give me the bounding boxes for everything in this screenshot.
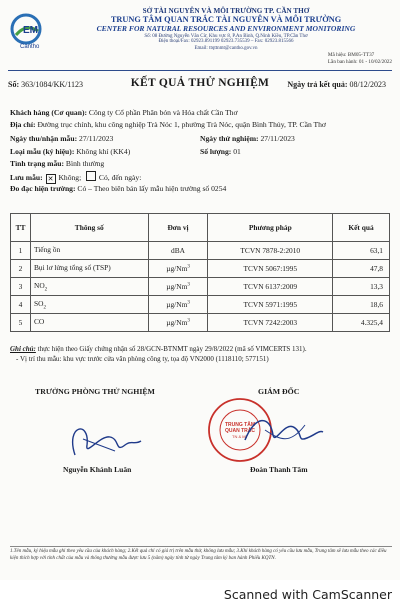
form-code: Mã hiệu: BM05-TT37 Lần ban hành: 01 - 10/02/2022 xyxy=(327,52,392,65)
col-unit: Đơn vị xyxy=(148,214,208,242)
sample-type-line: Loại mẫu (ký hiệu): Không khí (KK4) Số lượng: 01 xyxy=(10,147,241,156)
right-signatory-title: GIÁM ĐỐC xyxy=(258,387,300,396)
table-row: 5 CO µg/Nm$^3$ TCVN 7242:2003 4.325,4 xyxy=(11,314,390,332)
svg-text:EM: EM xyxy=(23,25,38,36)
retention-line: Lưu mẫu: ✕ Không; Có, đến ngày: xyxy=(10,173,142,183)
col-method: Phương pháp xyxy=(208,214,333,242)
note-line-1: Ghi chú: thực hiện theo Giấy chứng nhận số 28/GCN-BTNMT ngày 29/8/2022 (mã số VIMCERTS 131). xyxy=(10,345,307,353)
ministry-name: SỞ TÀI NGUYÊN VÀ MÔI TRƯỜNG TP. CẦN THƠ xyxy=(142,7,310,15)
header-divider xyxy=(8,70,392,71)
center-name-vi: TRUNG TÂM QUAN TRẮC TÀI NGUYÊN VÀ MÔI TRƯỜNG xyxy=(110,15,342,25)
field-measure-line: Đo đạc hiện trường: Có – Theo biên bản lấy mẫu hiện trường số 0254 xyxy=(10,184,227,193)
report-date: Ngày trả kết quả: 08/12/2023 xyxy=(287,80,386,89)
address-line: Địa chỉ: Đường trục chính, khu công nghiệp Trà Nóc 1, phường Trà Nóc, quận Bình Thủy, TP. Cần Thơ xyxy=(10,120,326,129)
svg-text:TN & MT: TN & MT xyxy=(232,434,248,439)
col-result: Kết quả xyxy=(333,214,390,242)
table-header-row xyxy=(11,214,390,242)
left-signatory-name: Nguyễn Khánh Luân xyxy=(63,465,132,474)
col-parameter: Thông số xyxy=(30,214,148,242)
footer-notes: 1.Tên mẫu, ký hiệu mẫu ghi theo yêu cầu của khách hàng; 2.Kết quả chỉ có giá trị trên mẫu thử, không lưu mẫu; 3.Khi khách hàng có yêu cầu lưu mẫu, Trung tâm sẽ lưu mẫu theo các điều kiện thích hợp với tính chất của mẫu và thông thường mẫu được lưu 5 (năm) ngày tính từ ngày Trung tâm ký ban hành Phiếu KQTN. xyxy=(10,546,392,562)
left-signature-icon xyxy=(55,415,145,463)
table-row: 4 $SO_2$ µg/Nm$^3$ TCVN 5971:1995 18,6 xyxy=(11,296,390,314)
condition-line: Tình trạng mẫu: Bình thường xyxy=(10,159,105,168)
dates-line: Ngày thu/nhận mẫu: 27/11/2023 Ngày thử nghiệm: 27/11/2023 xyxy=(10,134,295,143)
svg-text:TRUNG TÂM: TRUNG TÂM xyxy=(225,422,255,428)
empty-box-icon xyxy=(86,171,96,181)
table-row: 2 Bụi lơ lửng tổng số (TSP) µg/Nm$^3$ TCVN 5067:1995 47,8 xyxy=(11,260,390,278)
checked-box-icon: ✕ xyxy=(46,174,56,184)
svg-text:QUAN TRẮC: QUAN TRẮC xyxy=(225,428,255,434)
center-email: Email: ttqttnmt@cantho.gov.vn xyxy=(194,46,258,52)
report-number: Số: 363/1084/KK/1123 xyxy=(8,80,84,89)
note-line-2: - Vị trí thu mẫu: khu vực trước cửa văn phòng công ty, tọa độ VN2000 (1118110; 577151) xyxy=(16,355,269,363)
right-signatory-name: Đoàn Thanh Tâm xyxy=(250,465,308,474)
table-row: 1 Tiếng ồn dBA TCVN 7878-2:2010 63,1 xyxy=(11,242,390,260)
cem-logo xyxy=(10,13,52,51)
left-signatory-title: TRƯỞNG PHÒNG THỬ NGHIỆM xyxy=(35,387,155,396)
center-name-en: CENTER FOR NATURAL RESOURCES AND ENVIRONMENT MONITORING xyxy=(96,23,356,33)
table-row: 3 $NO_2$ µg/Nm$^3$ TCVN 6137:2009 13,3 xyxy=(11,278,390,296)
col-no: TT xyxy=(11,214,31,242)
customer-line: Khách hàng (Cơ quan): Công ty Cổ phần Phân bón và Hóa chất Cần Thơ xyxy=(10,108,238,117)
right-signature-icon xyxy=(235,410,325,455)
scanner-watermark: Scanned with CamScanner xyxy=(223,587,392,602)
center-phone: Điện thoại/Fax: 02923.891199 02923.735539 – Fax: 02923.815566 xyxy=(158,39,294,45)
center-address: Số: 08 Đường Nguyễn Văn Cừ, Khu vực 8, P.An Bình, Q.Ninh Kiều, TP.Cần Thơ xyxy=(144,33,308,39)
report-title: KẾT QUẢ THỬ NGHIỆM xyxy=(130,77,270,89)
svg-text:Cantho: Cantho xyxy=(20,44,40,50)
results-table xyxy=(10,213,390,332)
letterhead xyxy=(58,7,394,52)
